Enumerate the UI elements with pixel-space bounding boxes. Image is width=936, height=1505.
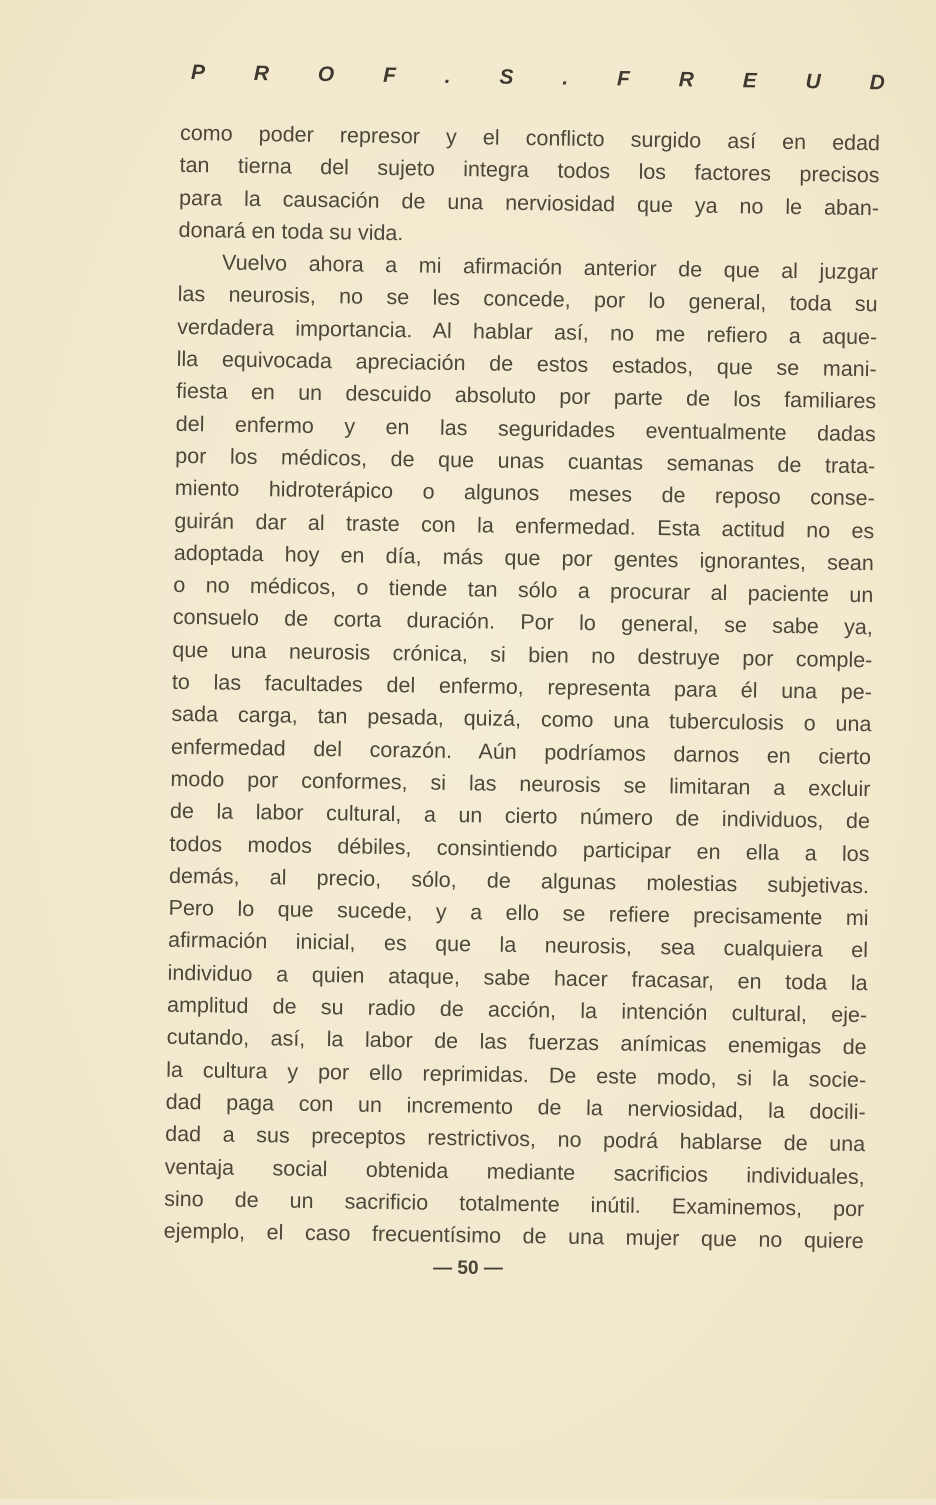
- text-line: la cultura y por ello reprimidas. De este modo, si la socie-: [166, 1057, 867, 1092]
- text-line: consuelo de corta duración. Por lo general, se sabe ya,: [172, 605, 873, 640]
- text-line: o no médicos, o tiende tan sólo a procurar al paciente un: [173, 573, 874, 608]
- text-line: verdadera importancia. Al hablar así, no me refiero a aque-: [177, 314, 878, 350]
- text-line: cutando, así, la labor de las fuerzas anímicas enemigas de: [166, 1025, 867, 1060]
- text-line: del enfermo y en las seguridades eventualmente dadas: [175, 411, 876, 446]
- running-head-letter: U: [805, 70, 821, 94]
- text-line: amplitud de su radio de acción, la intención cultural, eje-: [166, 992, 868, 1028]
- running-head-letter: F: [616, 67, 631, 91]
- text-line: afirmación inicial, es que la neurosis, sea cualquiera el: [167, 928, 869, 963]
- running-head: [191, 61, 885, 95]
- running-head-letter: R: [253, 61, 270, 86]
- running-head-letter: O: [317, 62, 335, 87]
- text-line: adoptada hoy en día, más que por gentes ignorantes, sean: [173, 540, 874, 576]
- text-line: enfermedad del corazón. Aún podríamos darnos en cierto: [170, 734, 872, 769]
- text-line: donará en toda su vida.: [178, 217, 404, 246]
- text-line: de la labor cultural, a un cierto número de individuos, de: [169, 799, 871, 834]
- text-line: Vuelvo ahora a mi afirmación anterior de que al juzgar: [221, 250, 879, 285]
- text-line: sada carga, tan pesada, quizá, como una tuberculosis o una: [171, 702, 872, 737]
- text-line: sino de un sacrificio totalmente inútil. Examinemos, por: [164, 1186, 865, 1221]
- running-head-letter: R: [678, 68, 695, 92]
- text-line: dad paga con un incremento de la nerviosidad, la docili-: [165, 1089, 866, 1125]
- running-head-letter: S: [499, 65, 514, 89]
- text-line: ventaja social obtenida mediante sacrificios individuales,: [164, 1154, 865, 1189]
- text-line: individuo a quien ataque, sabe hacer fracasar, en toda la: [167, 960, 868, 995]
- text-line: dad a sus preceptos restrictivos, no podrá hablarse de una: [165, 1121, 866, 1157]
- page-number: — 50 —: [433, 1258, 503, 1279]
- text-line: tan tierna del sujeto integra todos los factores precisos: [179, 153, 880, 188]
- text-line: to las facultades del enfermo, representa para él una pe-: [171, 669, 873, 705]
- text-line: para la causación de una nerviosidad que ya no le aban-: [178, 185, 880, 220]
- text-line: miento hidroterápico o algunos meses de reposo conse-: [174, 476, 875, 511]
- running-head-letter: .: [444, 64, 451, 88]
- running-head-letter: F: [382, 63, 397, 88]
- text-line: Pero lo que sucede, y a ello se refiere precisamente mi: [168, 895, 869, 931]
- text-line: que una neurosis crónica, si bien no destruye por comple-: [172, 637, 873, 672]
- running-head-letter: .: [562, 66, 569, 90]
- text-line: guirán dar al traste con la enfermedad. Esta actitud no es: [174, 508, 875, 543]
- running-head-letter: P: [190, 61, 206, 85]
- running-head-letter: E: [742, 69, 757, 93]
- text-line: fiesta en un descuido absoluto por parte de los familiares: [176, 379, 877, 414]
- text-line: todos modos débiles, consintiendo participar en ella a los: [169, 831, 870, 866]
- text-line: como poder represor y el conflicto surgido así en edad: [179, 120, 881, 156]
- text-line: las neurosis, no se les concede, por lo general, toda su: [177, 282, 878, 317]
- body-text: [164, 117, 881, 1258]
- text-line: modo por conformes, si las neurosis se limitaran a excluir: [170, 766, 871, 802]
- text-line: lla equivocada apreciación de estos estados, que se mani-: [176, 346, 877, 382]
- running-head-letter: D: [869, 71, 885, 95]
- text-line: ejemplo, el caso frecuentísimo de una mujer que no quiere: [163, 1218, 864, 1254]
- text-line: por los médicos, de que unas cuantas semanas de trata-: [175, 443, 876, 479]
- text-line: demás, al precio, sólo, de algunas molestias subjetivas.: [168, 863, 870, 899]
